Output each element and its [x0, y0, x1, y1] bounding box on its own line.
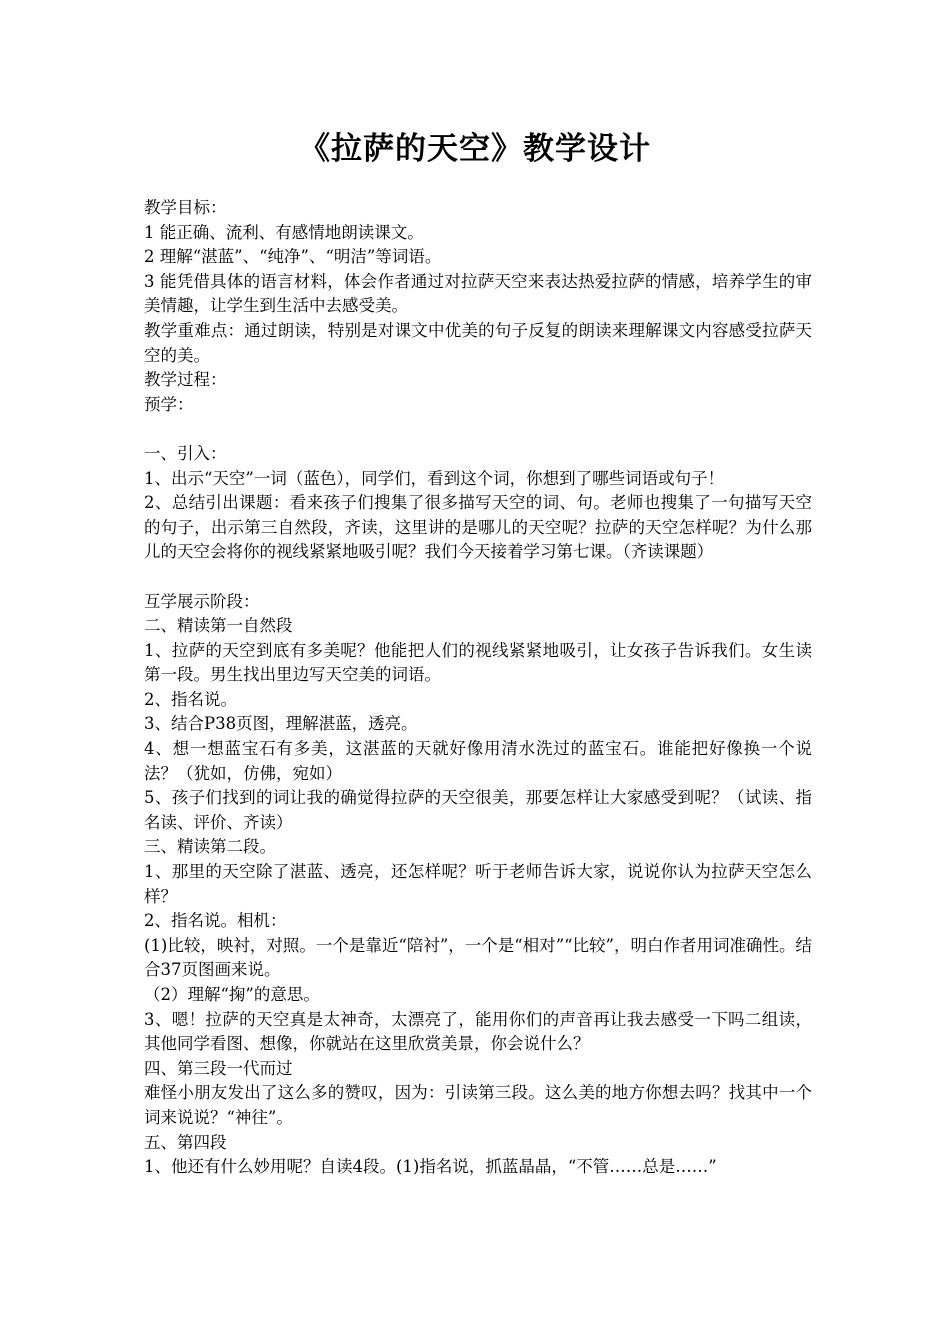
preview-heading: 预学： [144, 394, 194, 414]
section-1-item-1: 1、出示“天空”一词（蓝色），同学们，看到这个词，你想到了哪些词语或句子！ [144, 468, 725, 488]
section-3-subitem-1: (1)比较，映衬，对照。一个是靠近“陪衬”，一个是“相对”“比较”，明白作者用词准确性。结合37页图画来说。 [144, 935, 812, 980]
section-4-text: 难怪小朋友发出了这么多的赞叹，因为：引读第三段。这么美的地方你想去吗？找其中一个词来说说？“神往”。 [144, 1083, 812, 1127]
section-2-item-4: 4、想一想蓝宝石有多美，这湛蓝的天就好像用清水洗过的蓝宝石。谁能把好像换一个说法？（犹如，仿佛，宛如） [144, 739, 812, 783]
document-body [144, 196, 812, 1180]
section-2-item-5: 5、孩子们找到的词让我的确觉得拉萨的天空很美，那要怎样让大家感受到呢？（试读、指名读、评价、齐读） [144, 788, 812, 832]
document-title: 《拉萨的天空》教学设计 [299, 131, 651, 167]
section-3-heading: 三、精读第二段。 [144, 837, 276, 857]
section-2-item-2: 2、指名说。 [144, 689, 237, 709]
section-2-item-3: 3、结合P38页图，理解湛蓝，透亮。 [144, 714, 418, 734]
section-3-item-1: 1、那里的天空除了湛蓝、透亮，还怎样呢？听于老师告诉大家，说说你认为拉萨天空怎么样？ [144, 862, 812, 906]
display-stage-heading: 互学展示阶段： [144, 591, 260, 611]
blank-line [144, 565, 812, 590]
section-3-item-3: 3、嗯！拉萨的天空真是太神奇，太漂亮了，能用你们的声音再让我去感受一下吗二组读，其他同学看图、想像，你就站在这里欣赏美景，你会说什么？ [144, 1009, 812, 1054]
blank-line [144, 417, 812, 442]
objectives-heading: 教学目标： [144, 198, 227, 217]
section-5-heading: 五、第四段 [144, 1132, 227, 1152]
objective-2: 2 理解“湛蓝”、“纯净”、“明洁”等词语。 [144, 247, 442, 267]
section-1-heading: 一、引入： [144, 443, 227, 463]
key-points: 教学重难点：通过朗读，特别是对课文中优美的句子反复的朗读来理解课文内容感受拉萨天空的美。 [144, 320, 812, 365]
section-3-subitem-2: （2）理解“掬”的意思。 [144, 985, 320, 1004]
section-2-heading: 二、精读第一自然段 [144, 616, 293, 636]
section-2-item-1: 1、拉萨的天空到底有多美呢？他能把人们的视线紧紧地吸引，让女孩子告诉我们。女生读第一段。男生找出里边写天空美的词语。 [144, 640, 812, 685]
section-3-item-2: 2、指名说。相机： [144, 911, 287, 931]
section-5-item-1: 1、他还有什么妙用呢？自读4段。(1)指名说，抓蓝晶晶，“不管……总是……” [144, 1157, 717, 1177]
section-4-heading: 四、第三段一代而过 [144, 1058, 293, 1078]
objective-3: 3 能凭借具体的语言材料，体会作者通过对拉萨天空来表达热爱拉萨的情感，培养学生的审美情趣，让学生到生活中去感受美。 [144, 271, 812, 316]
objective-1: 1 能正确、流利、有感情地朗读课文。 [144, 222, 424, 242]
section-1-item-2: 2、总结引出课题：看来孩子们搜集了很多描写天空的词、句。老师也搜集了一句描写天空的句子，出示第三自然段，齐读，这里讲的是哪儿的天空呢？拉萨的天空怎样呢？为什么那儿的天空会将你的视线紧紧地吸引呢？我们今天接着学习第七课。（齐读课题） [144, 493, 812, 562]
process-heading: 教学过程： [144, 370, 227, 390]
